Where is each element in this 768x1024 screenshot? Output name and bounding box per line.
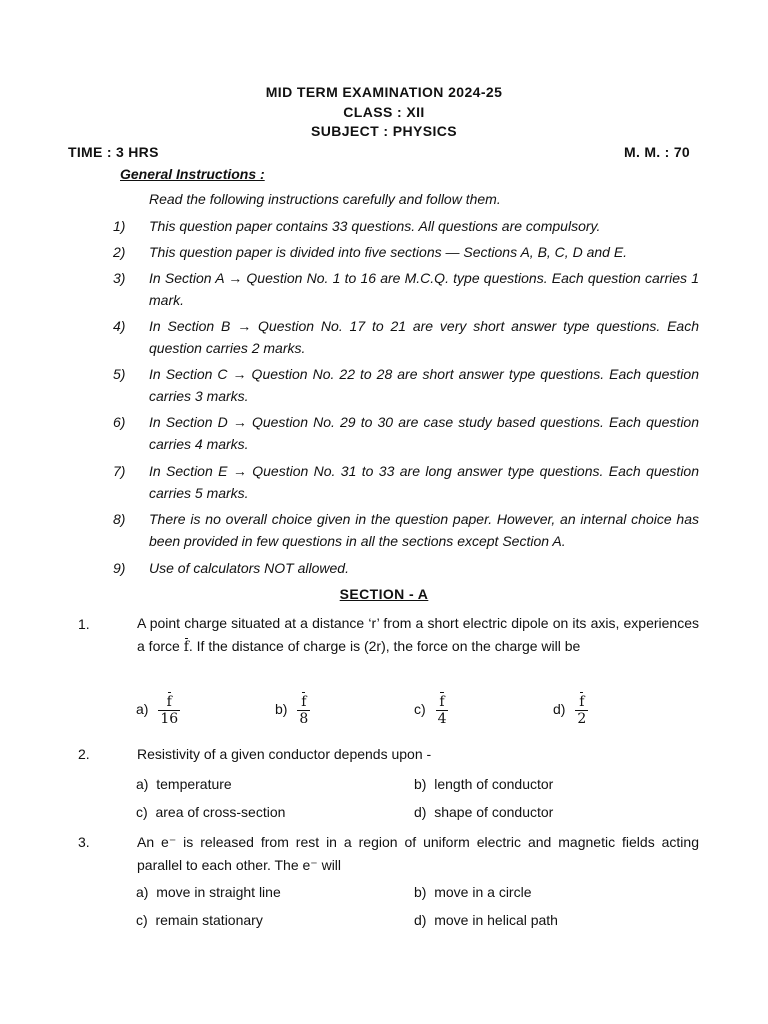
instruction-number: 7) (113, 463, 126, 479)
option-label: c) (414, 701, 426, 718)
instruction-number: 2) (113, 244, 126, 260)
time-label: TIME : 3 HRS (68, 144, 159, 160)
fraction-denominator: 8 (299, 711, 309, 727)
option-text: area of cross-section (155, 804, 286, 820)
instruction-number: 3) (113, 270, 126, 286)
option-text: move in helical path (434, 912, 558, 928)
fraction-numerator: f (579, 694, 585, 710)
instruction-text: There is no overall choice given in the question paper. However, an internal choice has been provided in few questions in all the sections except Section A. (149, 511, 699, 549)
instructions-heading: General Instructions : (120, 166, 265, 182)
fraction (297, 694, 310, 727)
instruction-item (113, 267, 699, 311)
instruction-text: This question paper is divided into five sections — Sections A, B, C, D and E. (149, 244, 628, 260)
option-2b[interactable] (414, 776, 553, 792)
fraction-denominator: 2 (577, 711, 587, 727)
instruction-text: In Section E → Question No. 31 to 33 are long answer type questions. Each question carries 5 marks. (149, 463, 699, 501)
question-number: 3. (78, 834, 90, 850)
section-title: SECTION - A (339, 586, 429, 602)
option-2d[interactable] (414, 804, 553, 820)
instruction-item (113, 241, 699, 263)
subject-line: SUBJECT : PHYSICS (310, 123, 458, 139)
option-1a[interactable] (136, 694, 180, 727)
option-label: d) (414, 804, 427, 820)
instruction-number: 1) (113, 218, 126, 234)
instruction-number: 9) (113, 560, 126, 576)
instruction-item (113, 215, 699, 237)
option-1b[interactable] (275, 694, 310, 727)
instruction-text: In Section B → Question No. 17 to 21 are very short answer type questions. Each question carries 2 marks. (149, 318, 699, 356)
question-text: An e⁻ is released from rest in a region of uniform electric and magnetic fields acting parallel to each other. The e⁻ will (137, 834, 699, 873)
instruction-number: 4) (113, 318, 126, 334)
fraction-numerator: f (301, 694, 307, 710)
question-text (137, 612, 699, 659)
option-label: b) (275, 701, 288, 718)
option-label: b) (414, 884, 427, 900)
option-3d[interactable] (414, 912, 558, 928)
fraction-denominator: 4 (437, 711, 447, 727)
question-number: 1. (78, 616, 90, 632)
option-3a[interactable] (136, 884, 281, 900)
question-text: Resistivity of a given conductor depends upon - (137, 746, 432, 762)
option-label: a) (136, 776, 149, 792)
option-text: temperature (156, 776, 232, 792)
option-label: a) (136, 884, 149, 900)
option-label: c) (136, 804, 148, 820)
instruction-text: Use of calculators NOT allowed. (149, 560, 349, 576)
instruction-text: In Section A → Question No. 1 to 16 are M.C.Q. type questions. Each question carries 1 mark. (149, 270, 699, 308)
instruction-text: In Section C → Question No. 22 to 28 are short answer type questions. Each question carries 3 marks. (149, 366, 699, 404)
option-1c[interactable] (414, 694, 448, 727)
option-2a[interactable] (136, 776, 232, 792)
fraction (575, 694, 588, 727)
fraction-numerator: f (166, 694, 172, 710)
instruction-item (113, 460, 699, 504)
instruction-item (113, 508, 699, 552)
force-symbol: f (183, 639, 189, 655)
class-line: CLASS : XII (343, 104, 425, 120)
option-1d[interactable] (553, 694, 588, 727)
option-label: a) (136, 701, 149, 718)
instruction-number: 6) (113, 414, 126, 430)
instruction-item (113, 363, 699, 407)
instruction-item (113, 315, 699, 359)
exam-title: MID TERM EXAMINATION 2024-25 (265, 84, 503, 100)
option-2c[interactable] (136, 804, 285, 820)
question-text-part: . If the distance of charge is (2r), the force on the charge will be (188, 638, 581, 654)
fraction-denominator: 16 (160, 711, 179, 727)
option-text: move in a circle (434, 884, 532, 900)
instruction-item (113, 557, 699, 579)
instruction-text: This question paper contains 33 questions. All questions are compulsory. (149, 218, 601, 234)
question-number: 2. (78, 746, 90, 762)
option-label: d) (414, 912, 427, 928)
fraction (436, 694, 449, 727)
fraction (158, 694, 180, 727)
option-label: d) (553, 701, 566, 718)
instruction-text: In Section D → Question No. 29 to 30 are case study based questions. Each question carries 4 marks. (149, 414, 699, 452)
question-text-part: A point charge situated at a distance ‘r’ from a short electric dipole on its axis, experiences a force (137, 615, 699, 654)
option-label: b) (414, 776, 427, 792)
instruction-item (113, 411, 699, 455)
instruction-number: 8) (113, 511, 126, 527)
option-3c[interactable] (136, 912, 263, 928)
fraction-numerator: f (439, 694, 445, 710)
option-label: c) (136, 912, 148, 928)
instructions-lead: Read the following instructions carefully and follow them. (149, 191, 501, 207)
option-text: shape of conductor (434, 804, 554, 820)
instruction-number: 5) (113, 366, 126, 382)
option-3b[interactable] (414, 884, 532, 900)
option-text: move in straight line (156, 884, 281, 900)
option-text: remain stationary (155, 912, 263, 928)
max-marks-label: M. M. : 70 (624, 144, 691, 160)
option-text: length of conductor (434, 776, 554, 792)
